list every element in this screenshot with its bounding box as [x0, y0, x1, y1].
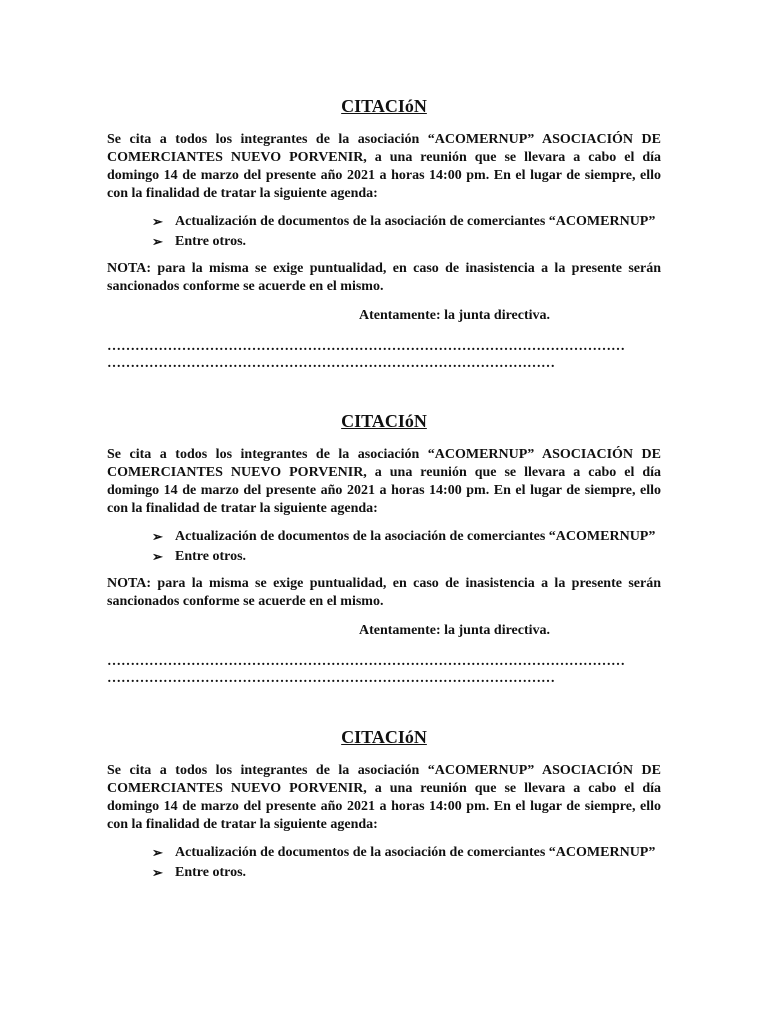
- agenda-list: [107, 528, 661, 566]
- agenda-item-text: Entre otros.: [175, 234, 247, 249]
- agenda-item: [107, 213, 661, 231]
- citation-title: CITACIóN: [341, 96, 427, 116]
- agenda-item: [107, 844, 661, 862]
- arrow-bullet-icon: ➢: [152, 529, 163, 544]
- agenda-item-text: Actualización de documentos de la asociación de comerciantes “ACOMERNUP”: [175, 529, 656, 544]
- nota-paragraph: NOTA: para la misma se exige puntualidad, en caso de inasistencia a la presente serán sancionados conforme se acuerde en el mismo.: [107, 261, 661, 294]
- citation-body: Se cita a todos los integrantes de la asociación “ACOMERNUP” ASOCIACIÓN DE COMERCIANTES NUEVO PORVENIR, a una reunión que se llevara a cabo el día domingo 14 de marzo del presente año 2021 a horas 14:00 pm. En el lugar de siempre, ello con la finalidad de tratar la siguiente agenda:: [107, 763, 661, 832]
- agenda-list: [107, 844, 661, 882]
- arrow-bullet-icon: ➢: [152, 549, 163, 564]
- agenda-item-text: Actualización de documentos de la asociación de comerciantes “ACOMERNUP”: [175, 214, 656, 229]
- agenda-item: [107, 528, 661, 546]
- agenda-item: [107, 548, 661, 566]
- agenda-item-text: Entre otros.: [175, 865, 247, 880]
- citation-body: Se cita a todos los integrantes de la asociación “ACOMERNUP” ASOCIACIÓN DE COMERCIANTES NUEVO PORVENIR, a una reunión que se llevara a cabo el día domingo 14 de marzo del presente año 2021 a horas 14:00 pm. En el lugar de siempre, ello con la finalidad de tratar la siguiente agenda:: [107, 132, 661, 201]
- agenda-list: [107, 213, 661, 251]
- citation-title: CITACIóN: [341, 411, 427, 431]
- arrow-bullet-icon: ➢: [152, 865, 163, 880]
- cut-line-2: ……………………………………………………………………………………: [107, 356, 555, 371]
- citation-body: Se cita a todos los integrantes de la asociación “ACOMERNUP” ASOCIACIÓN DE COMERCIANTES NUEVO PORVENIR, a una reunión que se llevara a cabo el día domingo 14 de marzo del presente año 2021 a horas 14:00 pm. En el lugar de siempre, ello con la finalidad de tratar la siguiente agenda:: [107, 447, 661, 516]
- cut-line-2: ……………………………………………………………………………………: [107, 671, 555, 686]
- agenda-item: [107, 864, 661, 882]
- agenda-item: [107, 233, 661, 251]
- arrow-bullet-icon: ➢: [152, 845, 163, 860]
- signature-line: Atentamente: la junta directiva.: [359, 308, 551, 323]
- citation-title: CITACIóN: [341, 727, 427, 747]
- citation-block-1: [107, 95, 661, 372]
- signature-line: Atentamente: la junta directiva.: [359, 623, 551, 638]
- agenda-item-text: Actualización de documentos de la asociación de comerciantes “ACOMERNUP”: [175, 845, 656, 860]
- cut-line-1: …………………………………………………………………………………………………: [107, 339, 625, 354]
- nota-paragraph: NOTA: para la misma se exige puntualidad, en caso de inasistencia a la presente serán sancionados conforme se acuerde en el mismo.: [107, 576, 661, 609]
- arrow-bullet-icon: ➢: [152, 214, 163, 229]
- citation-block-2: [107, 410, 661, 687]
- agenda-item-text: Entre otros.: [175, 549, 247, 564]
- cut-line-1: …………………………………………………………………………………………………: [107, 654, 625, 669]
- arrow-bullet-icon: ➢: [152, 234, 163, 249]
- citation-block-3: [107, 726, 661, 882]
